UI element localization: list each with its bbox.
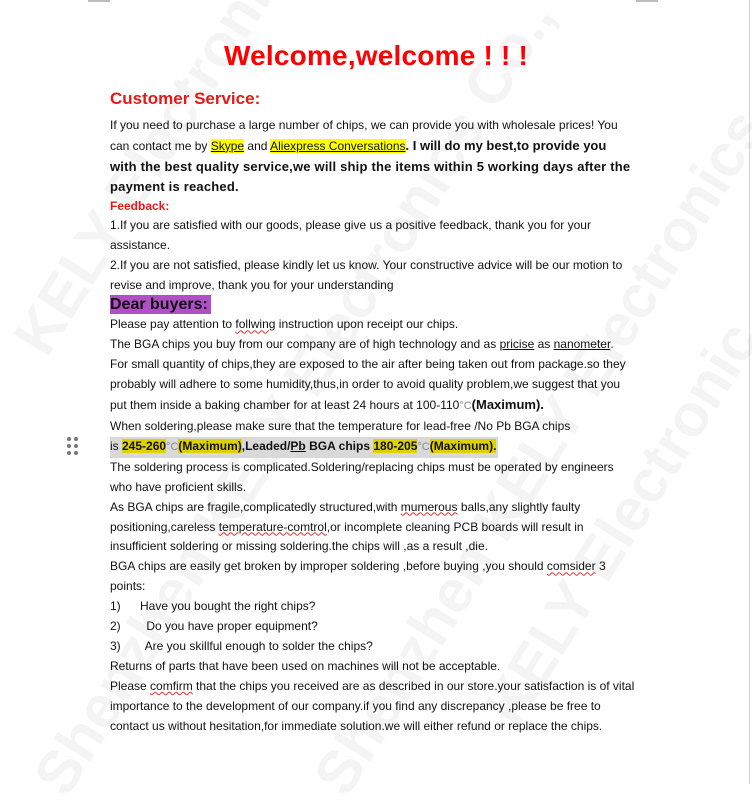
text-span: ,or incomplete cleaning PCB boards will result in xyxy=(326,519,584,534)
underlined-word: nanometer xyxy=(553,337,611,352)
page-title: Welcome,welcome ! ! ! xyxy=(224,40,528,71)
dear-buyers-heading: Dear buyers: xyxy=(110,295,211,314)
skype-link[interactable]: Skype xyxy=(210,138,245,153)
text-line xyxy=(110,498,640,518)
list-item xyxy=(110,617,640,637)
text-line: points: xyxy=(110,579,146,594)
degree-celsius: °C xyxy=(459,400,472,413)
text-line: When soldering,please make sure that the temperature for lead-free /No Pb BGA chips xyxy=(110,418,571,433)
spelling-error: comsider xyxy=(546,559,596,574)
text-span: put them inside a baking chamber for at least 24 hours at 100-110 xyxy=(110,398,460,413)
underlined-word: Pb xyxy=(290,438,306,453)
text-line: The soldering process is complicated.Soldering/replacing chips must be operated by engineers xyxy=(110,459,614,474)
text-span: balls,any slightly faulty xyxy=(457,499,581,514)
page-edge xyxy=(749,0,750,784)
text-line xyxy=(110,437,640,458)
text-span: Please xyxy=(110,678,151,693)
text-span: is xyxy=(110,438,122,453)
text-line xyxy=(110,335,640,355)
dear-buyers-row xyxy=(110,295,640,315)
temperature-highlight xyxy=(110,437,498,458)
text-line: Returns of parts that have been used on machines will not be acceptable. xyxy=(110,658,501,673)
list-number: 3) xyxy=(110,638,121,653)
text-line: For small quantity of chips,they are exposed to the air after being taken out from package.so they xyxy=(110,357,626,372)
list-item xyxy=(110,637,640,657)
page-corner-marker-right xyxy=(636,0,658,2)
text-span: and xyxy=(244,138,271,153)
document-body xyxy=(110,88,640,736)
text-line: who have proficient skills. xyxy=(110,479,247,494)
text-line: probably will adhere to some humidity,thus,in order to avoid quality problem,we suggest that you xyxy=(110,377,621,392)
drag-handle-icon[interactable] xyxy=(67,437,79,455)
spelling-error: mumerous xyxy=(400,499,458,514)
text-line: payment is reached. xyxy=(110,178,239,194)
underlined-word: pricise xyxy=(499,337,535,352)
text-span: ,Leaded/ xyxy=(241,438,291,453)
text-line xyxy=(110,557,640,577)
list-item xyxy=(110,597,640,617)
text-span: that the chips you received are as described in our store.your satisfaction is of vital xyxy=(192,678,635,693)
max-label: (Maximum). xyxy=(429,438,497,453)
aliexpress-link[interactable]: Aliexpress Conversations xyxy=(270,138,406,153)
list-text: Are you skillful enough to solder the chips? xyxy=(142,638,373,653)
text-span: The BGA chips you buy from our company are of high technology and as xyxy=(110,337,500,352)
text-span: instruction upon receipt our chips. xyxy=(275,317,459,332)
text-span: positioning,careless xyxy=(110,519,219,534)
degree-celsius: °C xyxy=(166,440,179,453)
text-span: (Maximum). xyxy=(471,397,544,413)
text-line xyxy=(110,395,640,417)
text-span: As BGA chips are fragile,complicatedly structured,with xyxy=(110,499,401,514)
page-corner-marker-left xyxy=(88,0,110,2)
text-line: assistance. xyxy=(110,237,171,252)
text-line: insufficient soldering or missing soldering.the chips will ,as a result ,die. xyxy=(110,539,488,554)
text-span: BGA chips xyxy=(305,438,374,453)
text-line: contact us without hesitation,for immediate solution.we will either refund or replace the chips. xyxy=(110,718,603,733)
text-line: If you need to purchase a large number of chips, we can provide you with wholesale prices! You xyxy=(110,118,618,132)
list-number: 1) xyxy=(110,599,121,614)
text-line: importance to the development of our company.if you find any discrepancy ,please be free to xyxy=(110,698,601,713)
text-line: 1.If you are satisfied with our goods, please give us a positive feedback, thank you for your xyxy=(110,217,591,232)
text-span: can contact me by xyxy=(110,138,211,153)
degree-celsius: °C xyxy=(417,440,430,453)
text-span: 3 xyxy=(595,559,606,574)
text-line xyxy=(110,315,640,335)
spelling-error: comfirm xyxy=(150,678,193,693)
text-span: as xyxy=(534,337,554,352)
temperature-range: 180-205 xyxy=(373,438,418,453)
text-line: with the best quality service,we will ship the items within 5 working days after the xyxy=(110,158,631,174)
text-line xyxy=(110,518,640,538)
list-number: 2) xyxy=(110,619,121,634)
feedback-heading: Feedback: xyxy=(110,198,170,213)
list-text: Do you have proper equipment? xyxy=(143,619,318,634)
text-line: 2.If you are not satisfied, please kindly let us know. Your constructive advice will be our motion to xyxy=(110,257,623,272)
spelling-error: temperature-comtrol xyxy=(218,519,327,534)
customer-service-heading: Customer Service: xyxy=(110,89,261,108)
text-span: BGA chips are easily get broken by improper soldering ,before buying ,you should xyxy=(110,559,547,574)
text-line xyxy=(110,136,640,157)
temperature-range: 245-260 xyxy=(122,438,167,453)
max-label: (Maximum) xyxy=(178,438,242,453)
text-span: . I will do my best,to provide you xyxy=(405,137,607,153)
text-line: revise and improve, thank you for your understanding xyxy=(110,277,394,292)
spelling-error: follwing xyxy=(235,317,276,332)
text-line xyxy=(110,677,640,697)
text-span: Please pay attention to xyxy=(110,317,236,332)
list-text: Have you bought the right chips? xyxy=(140,599,316,614)
text-span: . xyxy=(610,337,614,352)
